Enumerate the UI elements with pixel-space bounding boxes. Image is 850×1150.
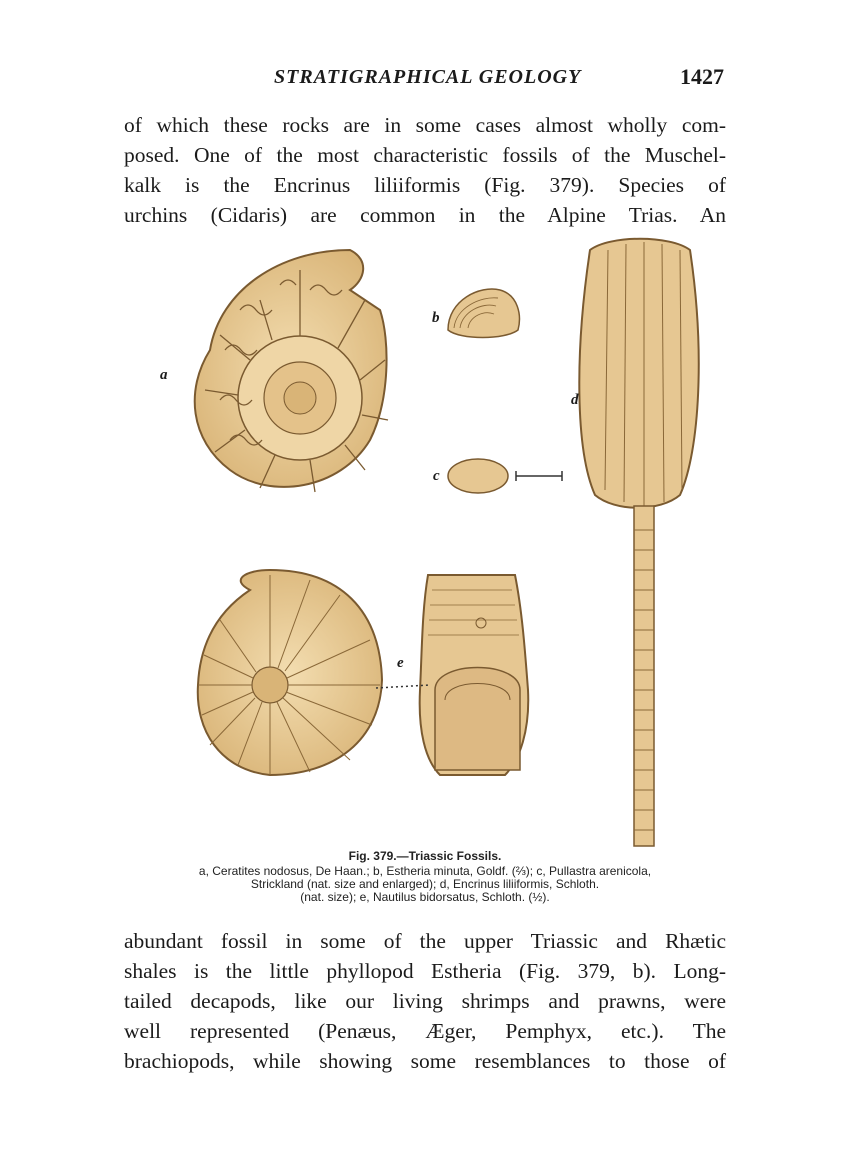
figure-triassic-fossils <box>150 230 730 860</box>
text-line: posed. One of the most characteristic fossils of the Muschel- <box>124 143 726 167</box>
caption-line: Strickland (nat. size and enlarged); d, Encrinus liliiformis, Schloth. <box>250 877 600 891</box>
paragraph-top <box>124 110 726 230</box>
caption-title: Fig. 379.—Triassic Fossils. <box>348 849 502 863</box>
text-line: well represented (Penæus, Æger, Pemphyx, etc.). The <box>124 1019 726 1043</box>
text-line: of which these rocks are in some cases almost wholly com- <box>124 113 726 137</box>
figure-label-d: d <box>571 392 579 408</box>
text-line: brachiopods, while showing some resemblances to those of <box>124 1049 726 1073</box>
page-number: 1427 <box>680 64 724 89</box>
running-head <box>124 64 724 92</box>
paragraph-bottom <box>124 926 726 1076</box>
encrinus-crinoid-illustration <box>579 239 698 846</box>
figure-label-e: e <box>397 655 404 671</box>
caption-line: a, Ceratites nodosus, De Haan.; b, Estheria minuta, Goldf. (⅔); c, Pullastra arenicola, <box>198 864 652 878</box>
figure-label-b: b <box>432 310 440 326</box>
figure-caption <box>120 850 730 904</box>
fossil-illustrations <box>150 230 730 860</box>
nautilus-side-illustration <box>198 570 382 775</box>
running-title: STRATIGRAPHICAL GEOLOGY <box>274 66 582 88</box>
pullastra-shell-illustration <box>448 459 562 493</box>
figure-label-c: c <box>433 468 440 484</box>
text-line: shales is the little phyllopod Estheria (Fig. 379, b). Long- <box>124 959 726 983</box>
caption-line: (nat. size); e, Nautilus bidorsatus, Schloth. (½). <box>300 890 550 904</box>
text-line: urchins (Cidaris) are common in the Alpine Trias. An <box>124 203 726 227</box>
estheria-shell-illustration <box>448 289 519 337</box>
ceratites-ammonite-illustration <box>195 250 388 492</box>
text-line: abundant fossil in some of the upper Triassic and Rhætic <box>124 929 726 953</box>
figure-label-a: a <box>160 367 168 383</box>
nautilus-front-illustration <box>376 575 528 775</box>
text-line: tailed decapods, like our living shrimps and prawns, were <box>124 989 726 1013</box>
text-line: kalk is the Encrinus liliiformis (Fig. 379). Species of <box>124 173 726 197</box>
